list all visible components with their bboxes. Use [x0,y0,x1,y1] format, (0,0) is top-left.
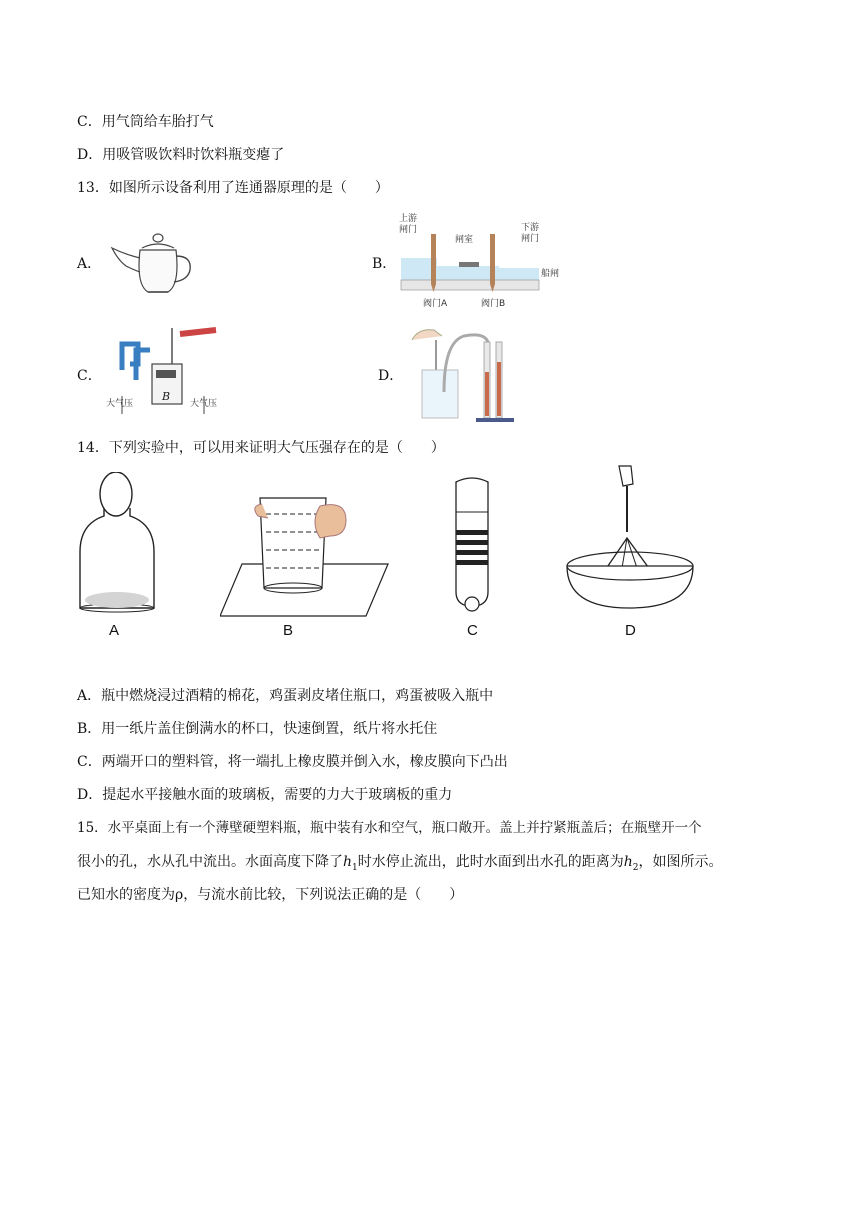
plastic-tube-figure [446,474,498,614]
q13-option-d-label: D． [378,368,404,384]
label-valve-b: 阀门B [481,299,506,309]
label-piston-b: B [162,390,171,403]
h2-symbol: h [623,854,633,870]
q14-option-d: D．提起水平接触水面的玻璃板，需要的力大于玻璃板的重力 [77,787,453,803]
q14-stem: 14．下列实验中，可以用来证明大气压强存在的是（ ） [77,440,445,456]
label-downstream: 下游 [521,223,540,233]
q14-caption-b: B [283,622,294,639]
h1-symbol: h [343,854,353,870]
q15-stem-line-1: 15．水平桌面上有一个薄壁硬塑料瓶，瓶中装有水和空气，瓶口敞开。盖上并拧紧瓶盖后；在瓶壁开一个 [77,820,702,836]
q12-option-c: C．用气筒给车胎打气 [77,114,214,130]
q14-caption-c: C [467,622,478,639]
q15-text-a: 很小的孔，水从孔中流出。水面高度下降了 [77,854,343,870]
h2-subscript: 2 [632,862,639,873]
q12-option-d: D．用吸管吸饮料时饮料瓶变瘪了 [77,147,285,163]
teapot-figure [106,230,196,298]
h1-subscript: 1 [352,862,358,873]
manometer-figure [404,322,534,426]
q14-option-b: B．用一纸片盖住倒满水的杯口，快速倒置，纸片将水托住 [77,721,438,737]
label-atm-right: 大气压 [190,399,218,409]
q14-caption-d: D [625,622,636,639]
q14-option-a: A．瓶中燃烧浸过酒精的棉花，鸡蛋剥皮堵住瓶口，鸡蛋被吸入瓶中 [77,688,494,704]
q14-option-c: C．两端开口的塑料管，将一端扎上橡皮膜并倒入水，橡皮膜向下凸出 [77,754,508,770]
ship-lock-figure [393,212,563,312]
q14-caption-a: A [109,622,120,639]
label-valve-a: 阀门A [423,299,448,309]
q15-text-b: 时水停止流出，此时水面到出水孔的距离为 [357,854,624,870]
label-upstream-gate: 闸门 [399,225,418,235]
q15-stem-line-3: 已知水的密度为ρ，与流水前比较，下列说法正确的是（ ） [77,887,464,903]
label-lock: 船闸 [541,269,560,279]
q13-stem: 13．如图所示设备利用了连通器原理的是（ ） [77,180,389,196]
q15-text-c: ，如图所示。 [638,854,723,870]
label-atm-left: 大气压 [106,399,134,409]
q13-option-a-label: A． [77,256,102,272]
q15-stem-line-2 [77,852,723,878]
paper-cup-figure [220,492,390,622]
label-chamber: 闸室 [455,235,474,245]
q13-option-b-label: B． [372,256,397,272]
label-upstream: 上游 [399,214,418,224]
egg-bottle-figure [76,472,160,614]
label-downstream-gate: 闸门 [521,234,540,244]
q13-option-c-label: C． [77,368,102,384]
glass-plate-figure [563,462,697,612]
pump-figure [104,320,234,418]
